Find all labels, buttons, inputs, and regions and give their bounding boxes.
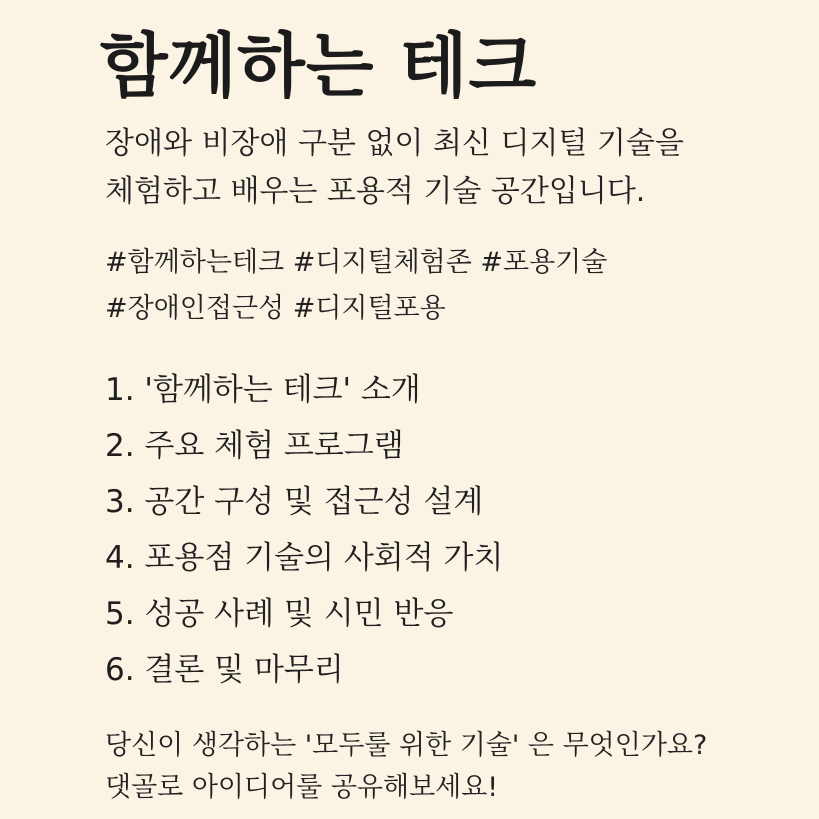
hashtag-line-2: #장애인접근성 #디지털포용: [105, 293, 446, 324]
toc-item-3: 3. 공간 구성 및 접근성 설계: [105, 484, 484, 520]
toc-item-5: 5. 성공 사례 및 시민 반응: [105, 596, 454, 632]
intro-text: [105, 120, 684, 216]
toc-item-2: 2. 주요 체험 프로그램: [105, 428, 404, 464]
toc-item-6: 6. 결론 및 마무리: [105, 652, 344, 688]
page-title: 함께하는 테크: [100, 25, 538, 107]
cta-line-1: 당신이 생각하는 '모두룰 위한 기술' 은 무엇인가요?: [105, 730, 708, 761]
toc-item-1: 1. '함께하는 테크' 소개: [105, 372, 421, 408]
intro-line-2: 체험하고 배우는 포용적 기술 공간입니다.: [105, 174, 646, 209]
cta-line-2: 댓골로 아이디어룰 공유해보세요!: [105, 772, 499, 803]
toc-item-4: 4. 포용점 기술의 사회적 가치: [105, 540, 504, 576]
call-to-action: [105, 725, 707, 809]
hashtag-block: [105, 240, 607, 332]
intro-line-1: 장애와 비장애 구분 없이 최신 디지털 기술을: [105, 126, 684, 161]
hashtag-line-1: #함께하는테크 #디지털체험존 #포용기술: [105, 247, 608, 278]
table-of-contents: [105, 362, 503, 698]
